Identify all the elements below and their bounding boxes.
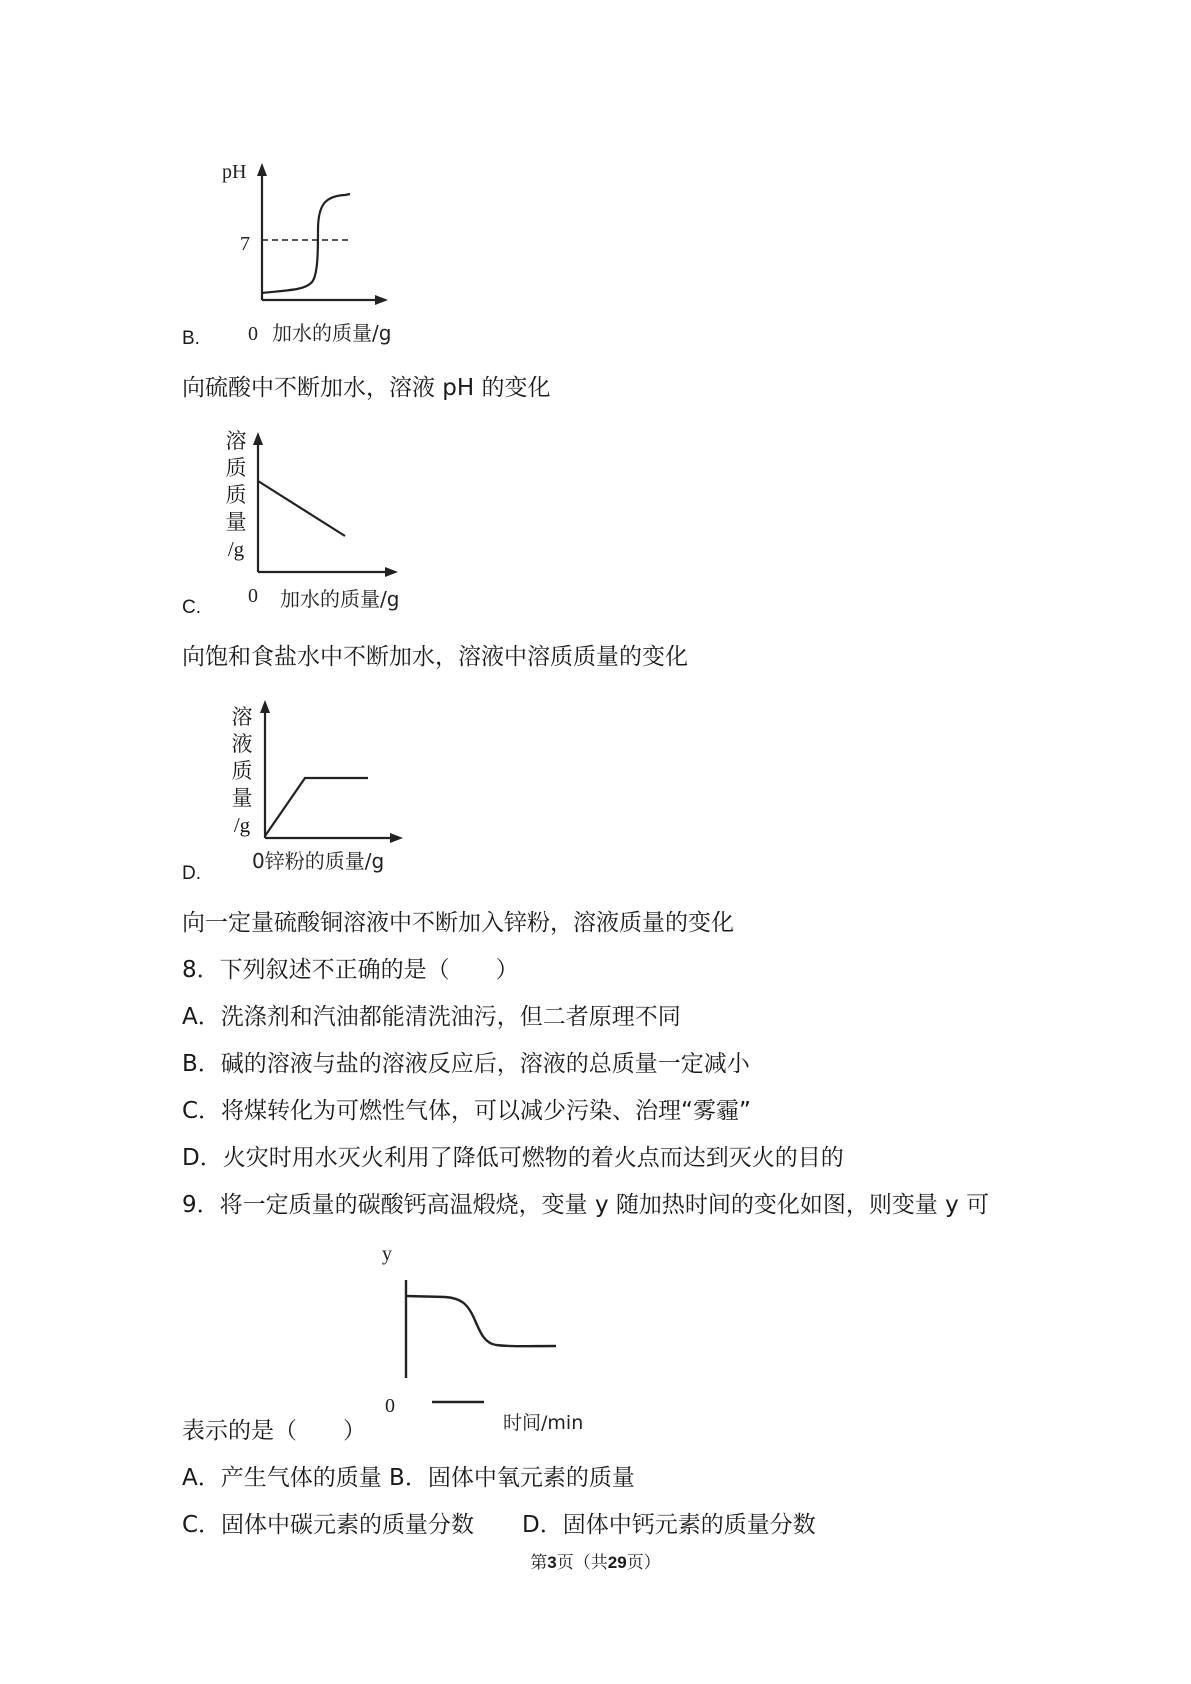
graph-q9-curve bbox=[406, 1296, 556, 1346]
q8-option-d: D．火灾时用水灭火利用了降低可燃物的着火点而达到灭火的目的 bbox=[182, 1145, 844, 1171]
graph-b-origin: 0 bbox=[248, 323, 258, 345]
graph-c-y-label-5: /g bbox=[227, 537, 245, 561]
q9-option-c: C．固体中碳元素的质量分数 bbox=[182, 1512, 475, 1538]
graph-c-y-label-1: 溶 bbox=[225, 429, 247, 453]
graph-b-y-label: pH bbox=[222, 161, 247, 183]
q9-stem-end: 表示的是（ ） bbox=[182, 1418, 366, 1444]
footer-page-number: 3 bbox=[547, 1553, 557, 1572]
option-d-letter: D. bbox=[182, 863, 201, 884]
q8-stem: 8．下列叙述不正确的是（ ） bbox=[182, 957, 519, 983]
graph-c-y-label-2: 质 bbox=[225, 456, 247, 480]
q8-option-c: C．将煤转化为可燃性气体，可以减少污染、治理“雾霾” bbox=[182, 1098, 751, 1124]
footer-middle: 页（共 bbox=[556, 1553, 608, 1573]
graph-c-y-label-3: 质 bbox=[225, 483, 247, 507]
graph-d-y-label-5: /g bbox=[233, 813, 251, 837]
q8-option-a: A．洗涤剂和汽油都能清洗油污，但二者原理不同 bbox=[182, 1004, 681, 1030]
q9-option-d: D．固体中钙元素的质量分数 bbox=[522, 1512, 816, 1538]
q9-stem: 9．将一定质量的碳酸钙高温煅烧，变量 y 随加热时间的变化如图，则变量 y 可 bbox=[182, 1192, 990, 1218]
option-d-caption: 向一定量硫酸铜溶液中不断加入锌粉，溶液质量的变化 bbox=[182, 910, 734, 936]
graph-c-origin: 0 bbox=[248, 585, 258, 607]
graph-b-ref-value: 7 bbox=[240, 233, 250, 255]
option-b-letter: B. bbox=[182, 328, 200, 349]
q8-option-b: B．碱的溶液与盐的溶液反应后，溶液的总质量一定减小 bbox=[182, 1051, 750, 1077]
graph-q9-x-label: 时间/min bbox=[503, 1412, 584, 1434]
graph-q9-y-label: y bbox=[382, 1243, 392, 1265]
graph-b-x-label: 加水的质量/g bbox=[272, 321, 392, 345]
page-footer bbox=[0, 1548, 1191, 1573]
option-b-caption: 向硫酸中不断加水，溶液 pH 的变化 bbox=[182, 375, 551, 401]
option-c-letter: C. bbox=[182, 597, 201, 618]
footer-total-pages: 29 bbox=[607, 1553, 627, 1572]
graph-c-x-label: 加水的质量/g bbox=[280, 587, 400, 611]
graph-d-y-label-1: 溶 bbox=[231, 705, 253, 729]
graph-d-y-label-3: 质 bbox=[231, 759, 253, 783]
graph-d-y-label-2: 液 bbox=[231, 732, 253, 756]
graph-d-y-label-4: 量 bbox=[231, 786, 253, 810]
graph-c-y-label-4: 量 bbox=[225, 510, 247, 534]
footer-prefix: 第 bbox=[530, 1553, 548, 1573]
q9-options-row1: A．产生气体的质量 B．固体中氧元素的质量 bbox=[182, 1465, 635, 1491]
graph-d-x-label: 0锌粉的质量/g bbox=[252, 849, 385, 873]
footer-suffix: 页） bbox=[626, 1553, 661, 1573]
option-c-caption: 向饱和食盐水中不断加水，溶液中溶质质量的变化 bbox=[182, 644, 688, 670]
graph-q9-origin: 0 bbox=[385, 1395, 395, 1417]
